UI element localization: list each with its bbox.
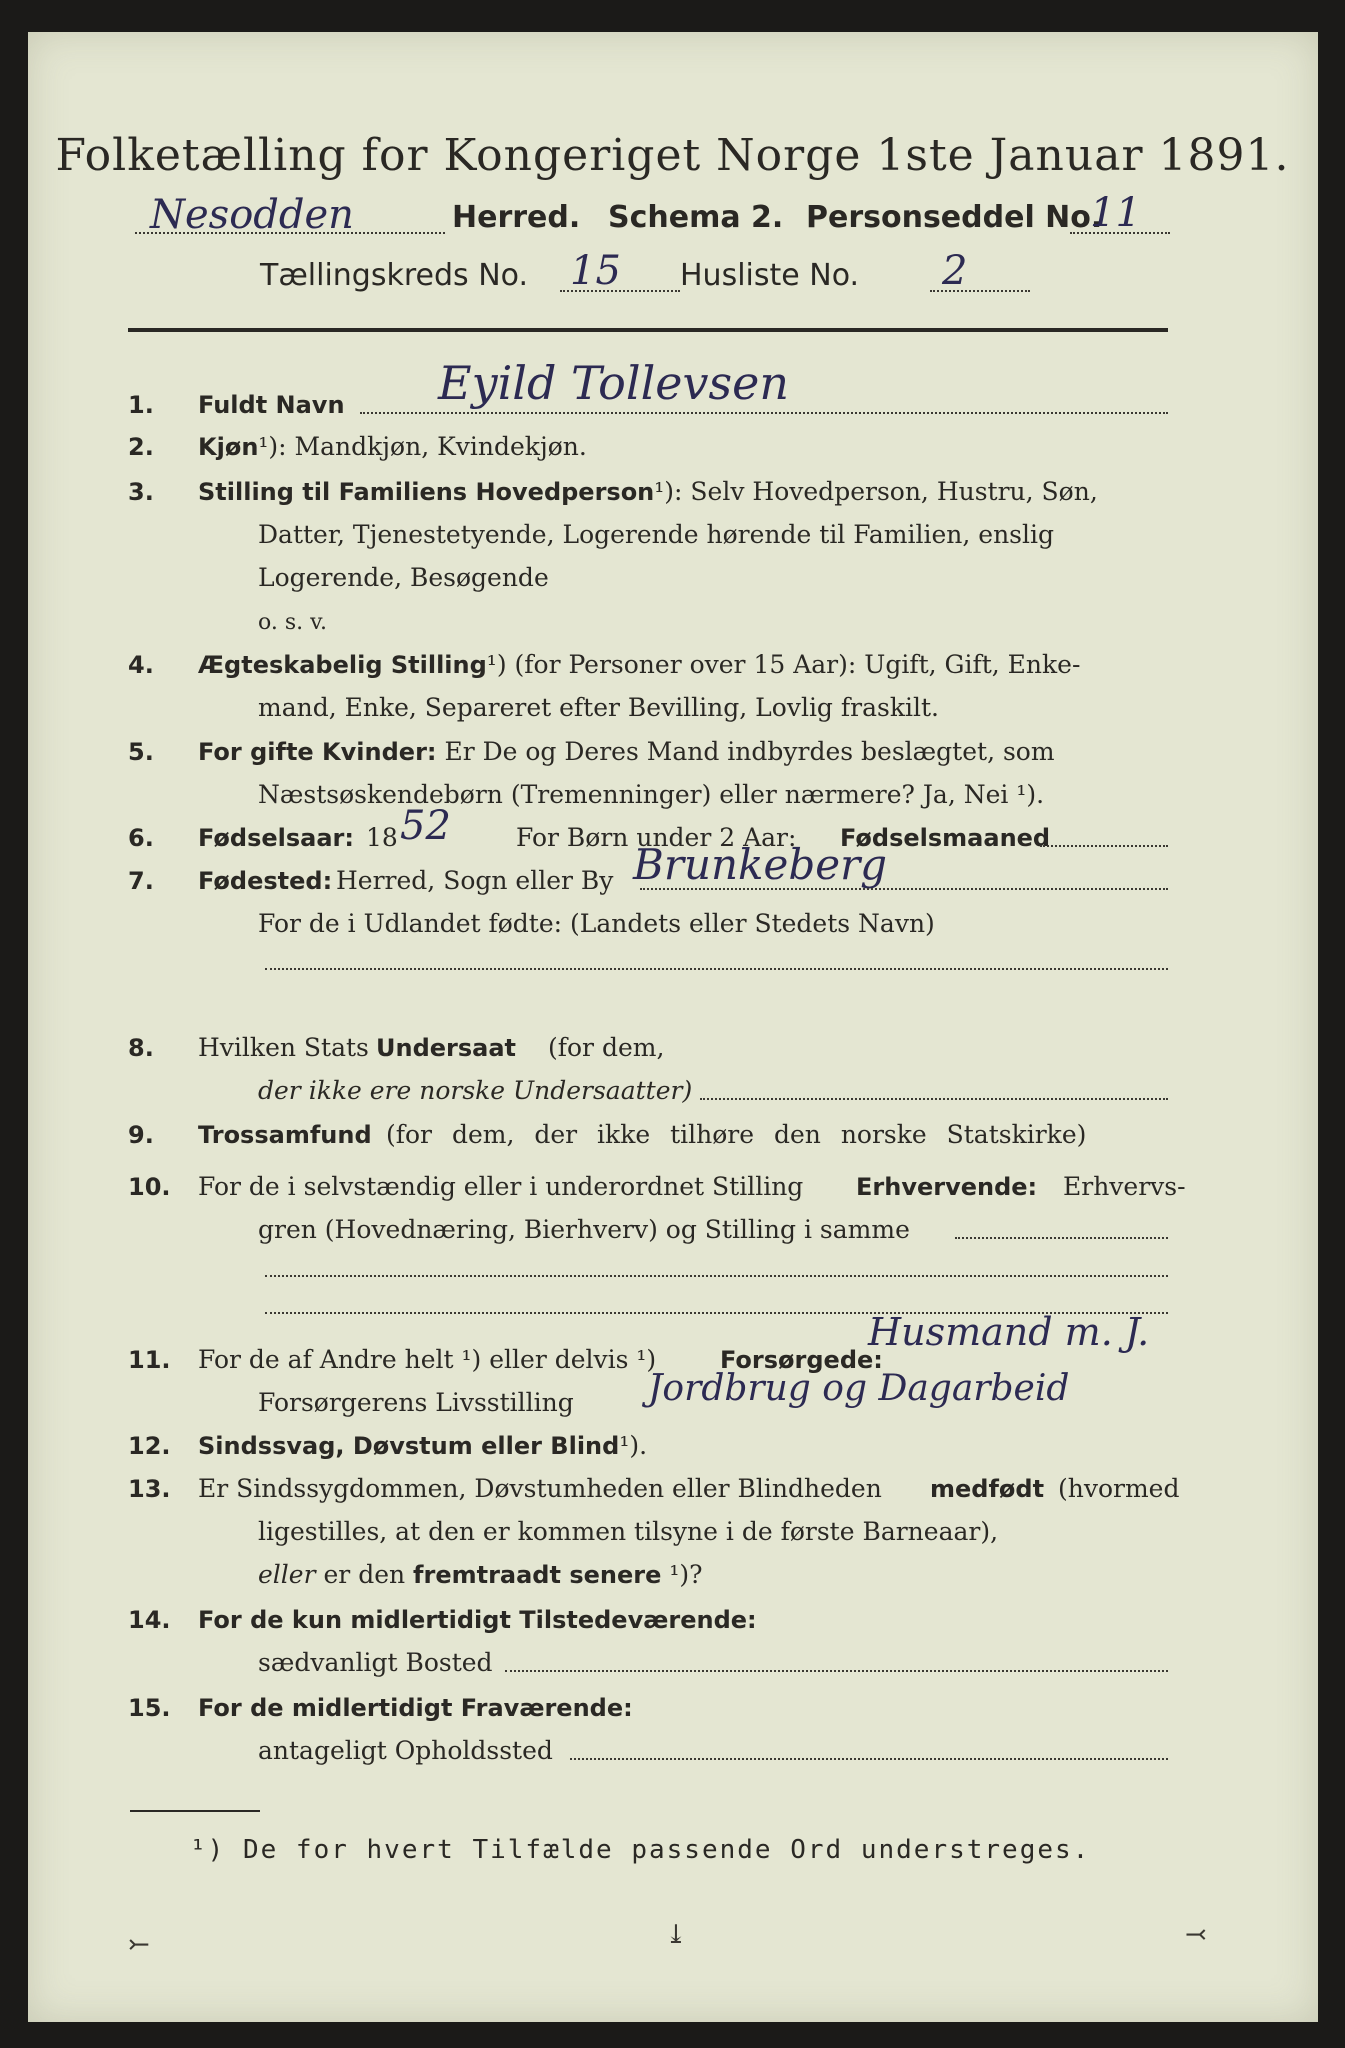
field-options: Logerende, Besøgende: [258, 563, 549, 592]
foreign-place-dotted-line: [265, 968, 1168, 970]
field-number: 7.: [128, 867, 154, 895]
personseddel-label: Personseddel No.: [806, 200, 1103, 235]
provided-for-handwritten: Husmand m. J.: [868, 1310, 1150, 1354]
provider-occupation-handwritten: Jordbrug og Dagarbeid: [648, 1368, 1070, 1409]
field-options: Datter, Tjenestetyende, Logerende hørende til Familien, enslig: [258, 520, 1055, 549]
nationality-dotted-line: [700, 1098, 1168, 1100]
kreds-dotted-line: [560, 290, 680, 292]
corner-mark-center: ⤓: [665, 1920, 687, 1950]
field-number: 3.: [128, 478, 154, 506]
header-rule: [128, 328, 1168, 332]
header-line-kreds: [260, 248, 1060, 298]
field-label: Hvilken Stats: [198, 1033, 369, 1062]
field-number: 13.: [128, 1475, 171, 1503]
field-options: ¹): Mandkjøn, Kvindekjøn.: [258, 432, 587, 461]
herred-handwritten: Nesodden: [150, 192, 354, 238]
field-label: Trossamfund: [198, 1121, 372, 1149]
field-label: Fuldt Navn: [198, 391, 345, 419]
occupation-dotted-line-1: [955, 1237, 1168, 1239]
field-question: (hvormed: [1058, 1474, 1180, 1503]
month-dotted-line: [1040, 845, 1168, 847]
field-number: 4.: [128, 651, 154, 679]
field-question: (for dem,: [548, 1033, 665, 1062]
field-question: Er Sindssygdommen, Døvstumheden eller Blindheden: [198, 1474, 882, 1503]
field-label: For gifte Kvinder:: [198, 738, 437, 766]
field-footnote-ref: ¹).: [619, 1431, 648, 1460]
field-number: 14.: [128, 1606, 171, 1634]
husliste-dotted-line: [930, 290, 1030, 292]
residence-dotted-line: [505, 1670, 1168, 1672]
field-label: antageligt Opholdssted: [258, 1736, 553, 1765]
field-label: Fødselsmaaned: [840, 824, 1051, 852]
kreds-label: Tællingskreds No.: [260, 258, 528, 293]
field-question: gren (Hovednæring, Bierhverv) og Stilling i samme: [258, 1215, 910, 1244]
field-label: Sindssvag, Døvstum eller Blind: [198, 1432, 620, 1460]
birth-year-handwritten: 52: [400, 803, 451, 849]
schema-label: Schema 2.: [608, 200, 784, 235]
husliste-number: 2: [942, 248, 968, 294]
field-label: Kjøn: [198, 433, 259, 461]
field-footnote-ref: ¹)?: [669, 1560, 703, 1589]
birthplace-dotted-line: [640, 888, 1168, 890]
field-label: Forsørgerens Livsstilling: [258, 1388, 574, 1417]
whereabouts-dotted-line: [570, 1758, 1168, 1760]
field-question: eller: [258, 1560, 316, 1589]
field-label: Fødested:: [198, 867, 333, 895]
field-options: ¹): Selv Hovedperson, Hustru, Søn,: [654, 477, 1098, 506]
field-label: Undersaat: [376, 1034, 517, 1062]
field-label: Forsørgede:: [720, 1346, 883, 1374]
field-number: 6.: [128, 824, 154, 852]
field-number: 8.: [128, 1034, 154, 1062]
field-label: Fødselsaar:: [198, 824, 354, 852]
field-label: For de midlertidigt Fraværende:: [198, 1694, 633, 1722]
husliste-label: Husliste No.: [680, 258, 860, 293]
name-dotted-line: [360, 412, 1168, 414]
corner-mark-left: ⤚: [128, 1930, 150, 1960]
field-question: For Børn under 2 Aar:: [516, 823, 797, 852]
field-question: Herred, Sogn eller By: [336, 866, 614, 895]
field-number: 11.: [128, 1346, 171, 1374]
field-question: der ikke ere norske Undersaatter): [258, 1076, 693, 1105]
field-label: fremtraadt senere: [413, 1561, 662, 1589]
footnote-rule: [130, 1810, 260, 1812]
field-number: 2.: [128, 433, 154, 461]
field-number: 9.: [128, 1121, 154, 1149]
occupation-dotted-line-2: [265, 1275, 1168, 1277]
form-title: Folketælling for Kongeriget Norge 1ste Januar 1891.: [55, 130, 1290, 181]
year-prefix: 18: [366, 823, 398, 852]
kreds-number: 15: [570, 248, 621, 294]
field-question: For de i Udlandet fødte: (Landets eller Stedets Navn): [258, 909, 935, 938]
field-number: 10.: [128, 1173, 171, 1201]
field-question: Er De og Deres Mand indbyrdes beslægtet, som: [444, 737, 1055, 766]
field-options: ¹) (for Personer over 15 Aar): Ugift, Gift, Enke-: [486, 650, 1081, 679]
footnote: ¹) De for hvert Tilfælde passende Ord understreges.: [190, 1835, 1091, 1865]
field-number: 1.: [128, 391, 154, 419]
field-options: o. s. v.: [258, 610, 327, 635]
field-question: For de i selvstændig eller i underordnet Stilling: [198, 1172, 804, 1201]
field-question: er den: [323, 1560, 406, 1589]
field-label: sædvanligt Bosted: [258, 1648, 493, 1677]
personseddel-number: 11: [1090, 190, 1141, 236]
field-question: Erhvervs-: [1063, 1172, 1186, 1201]
field-label: Stilling til Familiens Hovedperson: [198, 478, 655, 506]
field-question: (for dem, der ikke tilhøre den norske Statskirke): [386, 1120, 1087, 1149]
field-options: mand, Enke, Separeret efter Bevilling, Lovlig fraskilt.: [258, 693, 939, 722]
field-number: 12.: [128, 1432, 171, 1460]
herred-label: Herred.: [452, 200, 581, 235]
field-question: ligestilles, at den er kommen tilsyne i de første Barneaar),: [258, 1517, 999, 1546]
herred-dotted-line: [135, 232, 445, 234]
field-label: For de kun midlertidigt Tilstedeværende:: [198, 1606, 757, 1634]
full-name-handwritten: Eyild Tollevsen: [438, 356, 789, 410]
personseddel-dotted-line: [1070, 232, 1170, 234]
header-line-herred: [130, 190, 1170, 240]
field-number: 5.: [128, 738, 154, 766]
field-label: Ægteskabelig Stilling: [198, 651, 487, 679]
field-question: For de af Andre helt ¹) eller delvis ¹): [198, 1345, 657, 1374]
field-label: Erhvervende:: [856, 1173, 1038, 1201]
field-label: medfødt: [930, 1475, 1045, 1503]
birthplace-handwritten: Brunkeberg: [633, 840, 888, 889]
field-number: 15.: [128, 1694, 171, 1722]
corner-mark-right: ⤙: [1185, 1920, 1207, 1950]
field-options: Næstsøskendebørn (Tremenninger) eller nærmere? Ja, Nei ¹).: [258, 780, 1045, 809]
